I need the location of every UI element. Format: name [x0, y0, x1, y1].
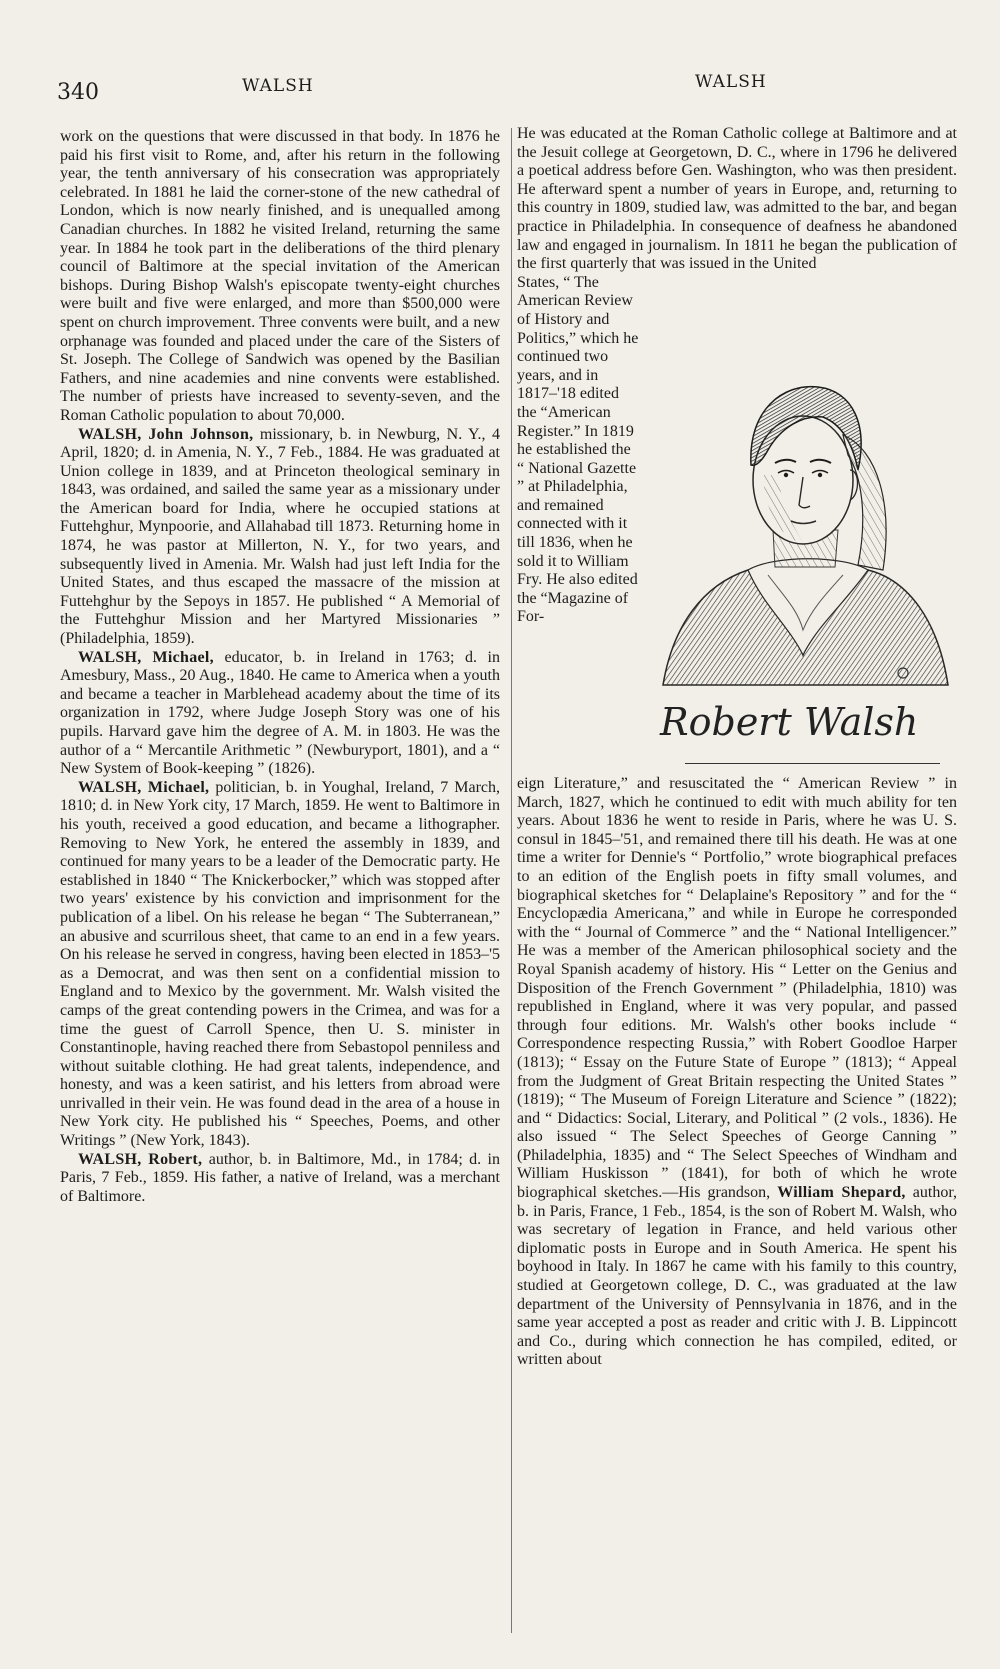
right-bottom-text: eign Literature,” and resuscitated the “ American Review ” in March, 1827, which he continued to edit with much ability for ten years. About 1836 he went to reside in Paris, where he was U. S. consul in 1845–'51, and remained there till his death. He was at one time a writer for Dennie's “ Portfolio,” wrote biographical prefaces to an edition of the English poets in fifty small volumes, and biographical sketches for “ Delaplaine's Repository ” and for the “ Encyclopædia Americana,” and while in Europe he corresponded with the “ Journal of Commerce ” and the “ National Intelligencer.” He was a member of the American philosophical society and the Royal Spanish academy of history. His “ Letter on the Genius and Disposition of the French Government ” (Philadelphia, 1810) was republished in England, where it was very popular, and passed through four editions. Mr. Walsh's other books include “ Correspondence respecting Russia,” with Robert Goodloe Harper (1813); “ Essay on the Future State of Europe ” (1813); “ Appeal from the Judgment of Great Britain respecting the United States ” (1819); “ The Museum of Foreign Literature and Science ” (1822); and “ Didactics: Social, Literary, and Political ” (2 vols., 1836). He also issued “ The Select Speeches of George Canning ” (Philadelphia, 1835) and “ The Select Speeches of Windham and William Huskisson ” (1841), for both of which he wrote biographical sketches.—His grandson,	[517, 775, 957, 1202]
entry-text: educator, b. in Ireland in 1763; d. in Amesbury, Mass., 20 Aug., 1840. He came to America when a youth and became a teacher in Marblehead academy about the time of its organization in 1792, where Judge Joseph Story was one of his pupils. Harvard gave him the degree of A. M. in 1803. He was the author of a “ Mercantile Arithmetic ” (Newburyport, 1801), and a “ New System of Book-keeping ” (1826).	[60, 648, 501, 778]
entry-text: author, b. in Baltimore, Md., in 1784; d. in Paris, 7 Feb., 1859. His father, a native of Ireland, was a merchant of Baltimore.	[60, 1150, 500, 1205]
headword: WALSH, John Johnson,	[78, 425, 254, 443]
column-rule	[511, 128, 512, 1633]
signature: Robert Walsh	[660, 700, 919, 744]
signature-underline	[685, 763, 940, 764]
running-head-left: WALSH	[242, 76, 314, 96]
right-top-paragraph: He was educated at the Roman Catholic college at Baltimore and at the Jesuit college at Georgetown, D. C., where in 1796 he delivered a poetical address before Gen. Washington, who was then president. He afterward spent a number of years in Europe, and, returning to this country in 1809, studied law, was admitted to the bar, and began practice in Philadelphia. In consequence of deafness he abandoned law and engaged in journalism. In 1811 he began the publication of the first quarterly that was issued in the United	[517, 125, 957, 273]
continuation-paragraph: work on the questions that were discussed in that body. In 1876 he paid his first visit to Rome, and, after his return in the following year, the tenth anniversary of his consecration was appropriately celebrated. In 1881 he laid the corner-stone of the new cathedral of London, which is now nearly finished, and is unequalled among Canadian churches. In 1882 he visited Ireland, returning the same year. In 1884 he took part in the deliberations of the third plenary council of Baltimore at the special invitation of the American bishops. During Bishop Walsh's episcopate twenty-eight churches were built and five were enlarged, and more than $500,000 were spent on church improvement. Three convents were built, and a new orphanage was founded and placed under the care of the Sisters of St. Joseph. The College of Sandwich was opened by the Basilian Fathers, and nine academies and nine convents were established. The number of priests have increased to seventy-seven, and the Roman Catholic population to about 70,000.	[60, 128, 500, 424]
page-number: 340	[57, 80, 99, 105]
grandson-text: author, b. in Paris, France, 1 Feb., 1854, is the son of Robert M. Walsh, who was secretary of legation in France, and held various other diplomatic posts in Europe and in South America. He spent his boyhood in Italy. In 1867 he came with his family to this country, studied at Georgetown college, D. C., was graduated at the law department of the University of Pennsylvania in 1876, and in the same year accepted a post as reader and critic with J. B. Lippincott and Co., during which connection he has compiled, edited, or written about	[517, 1184, 958, 1369]
running-head-right: WALSH	[695, 72, 767, 92]
entry-michael-walsh-politician	[60, 779, 500, 1151]
entry-robert-walsh	[60, 1151, 500, 1207]
headword: WALSH, Michael,	[78, 778, 210, 796]
portrait-illustration	[645, 355, 957, 775]
entry-text: politician, b. in Youghal, Ireland, 7 March, 1810; d. in New York city, 17 March, 1859. He went to Baltimore in his youth, received a good education, and became a lithographer. Removing to New York, he entered the assembly in 1839, and continued for many years to be a leader of the Democratic party. He established in 1840 “ The Knickerbocker,” which was stopped after two years' existence by his conviction and imprisonment for the publication of a libel. On his release he began “ The Subterranean,” an abusive and scurrilous sheet, that came to an end in a few years. On his release he served in congress, having been elected in 1853–'5 as a Democrat, and was then sent on a confidential mission to England and to Mexico by the government. Mr. Walsh visited the camps of the great contending powers in the Crimea, and was for a time the guest of Carroll Spence, then U. S. minister in Constantinople, having reached there from Sebastopol penniless and without suitable clothing. He had great talents, independence, and honesty, and was a keen satirist, and his letters from abroad were unrivalled in their vein. He was found dead in the area of a house in New York city. He published his “ Speeches, Poems, and other Writings ” (New York, 1843).	[60, 778, 501, 1150]
entry-michael-walsh-educator	[60, 649, 500, 779]
right-bottom-paragraph	[517, 775, 957, 1370]
left-column	[60, 128, 500, 1206]
portrait-engraving	[653, 355, 953, 695]
right-column-bottom	[517, 775, 957, 1370]
headword: WALSH, Robert,	[78, 1150, 203, 1168]
headword: WALSH, Michael,	[78, 648, 214, 666]
grandson-headword: William Shepard,	[770, 1184, 906, 1202]
entry-text: missionary, b. in Newburg, N. Y., 4 April, 1820; d. in Amenia, N. Y., 7 Feb., 1884. He was graduated at Union college in 1839, and at Princeton theological seminary in 1843, was ordained, and sailed the same year as a missionary under the American board for India, where he occupied stations at Futtehghur, Mynpoorie, and Allahabad till 1873. Returning home in 1874, he was pastor at Millerton, N. Y., for two years, and subsequently lived in Amenia. Mr. Walsh had just left India for the United States, and thus escaped the massacre of the mission at Futtehghur by the Sepoys in 1857. He published “ A Memorial of the Futtehghur Mission and her Martyred Missionaries ” (Philadelphia, 1859).	[60, 425, 501, 648]
right-wrapped-text: States, “ The American Review of History and Politics,” which he continued two years, and in 1817–'18 edited the “American Register.” In 1819 he established the “ National Gazette ” at Philadelphia, and remained connected with it till 1836, when he sold it to William Fry. He also edited the “Magazine of For-	[517, 273, 639, 626]
entry-john-johnson-walsh	[60, 426, 500, 649]
